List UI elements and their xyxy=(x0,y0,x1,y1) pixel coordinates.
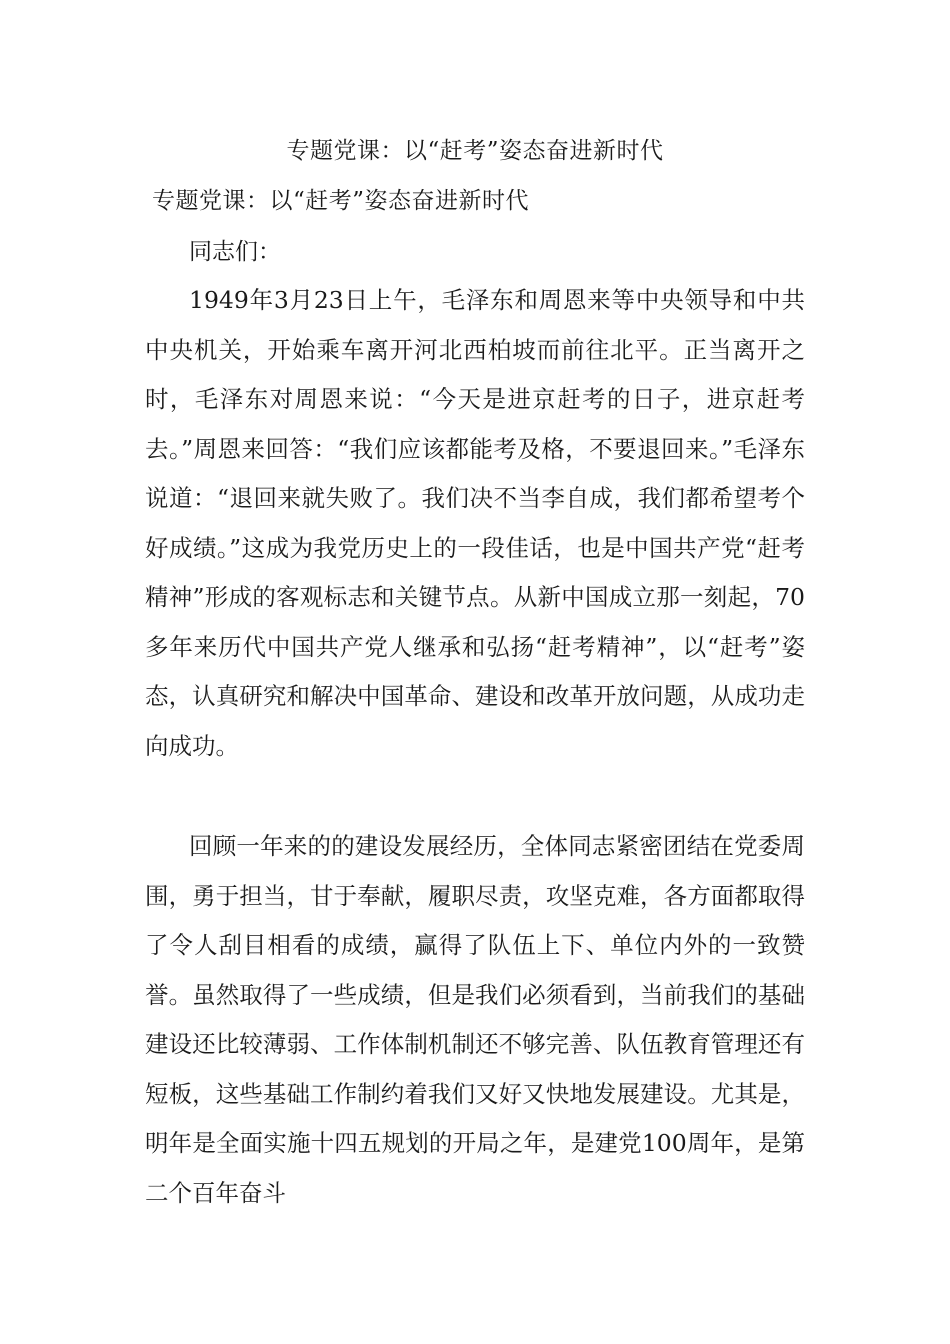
paragraph-1: 1949年3月23日上午，毛泽东和周恩来等中央领导和中共中央机关，开始乘车离开河北西柏坡而前往北平。正当离开之时，毛泽东对周恩来说：“今天是进京赶考的日子，进京赶考去。”周恩来回答：“我们应该都能考及格，不要退回来。”毛泽东说道：“退回来就失败了。我们决不当李自成，我们都希望考个好成绩。”这成为我党历史上的一段佳话，也是中国共产党“赶考精神”形成的客观标志和关键节点。从新中国成立那一刻起，70多年来历代中国共产党人继承和弘扬“赶考精神”，以“赶考”姿态，认真研究和解决中国革命、建设和改革开放问题，从成功走向成功。 xyxy=(145,286,805,760)
salutation: 同志们： xyxy=(189,239,281,265)
document-subtitle: 专题党课：以“赶考”姿态奋进新时代 xyxy=(152,188,530,214)
paragraph-2: 回顾一年来的的建设发展经历，全体同志紧密团结在党委周围，勇于担当，甘于奉献，履职尽责，攻坚克难，各方面都取得了令人刮目相看的成绩，赢得了队伍上下、单位内外的一致赞誉。虽然取得了一些成绩，但是我们必须看到，当前我们的基础建设还比较薄弱、工作体制机制还不够完善、队伍教育管理还有短板，这些基础工作制约着我们又好又快地发展建设。尤其是，明年是全面实施十四五规划的开局之年，是建党100周年，是第二个百年奋斗 xyxy=(145,832,805,1207)
document-title: 专题党课：以“赶考”姿态奋进新时代 xyxy=(286,138,664,164)
